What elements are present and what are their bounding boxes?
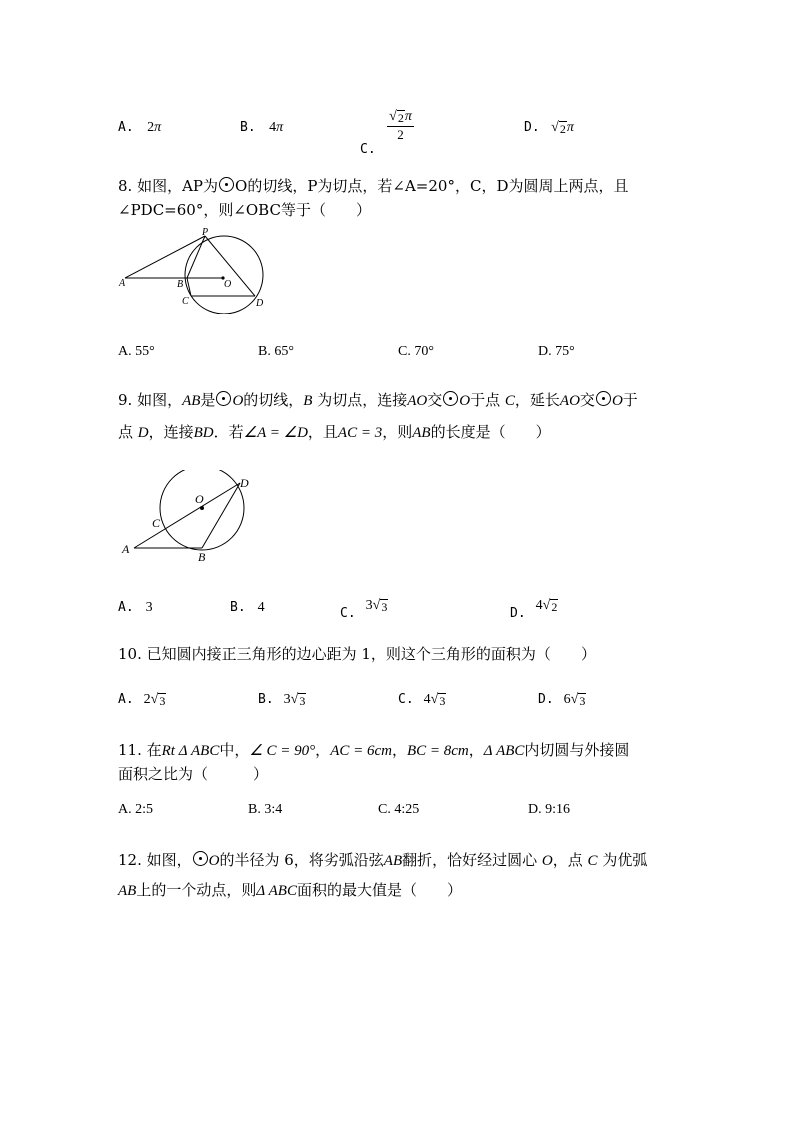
q9-option-b: B. 4 <box>230 600 265 615</box>
q9-option-c: C.3 √ 3 <box>340 598 388 621</box>
q7-option-d: D. √ 2 π <box>524 120 574 136</box>
q8-option-a: A. 55° <box>118 344 155 359</box>
circle-dot-icon <box>216 391 231 406</box>
q9-label-d: D <box>240 476 249 490</box>
q8-option-b: B. 65° <box>258 344 294 359</box>
q9-label-b: B <box>198 550 206 564</box>
q7-option-b: B. 4π <box>240 120 284 135</box>
q8-stem-line2: ∠PDC=60°，则∠OBC等于（ ） <box>118 201 371 219</box>
q8-figure <box>110 222 280 314</box>
q11-option-c: C. 4:25 <box>378 802 420 817</box>
circle-dot-icon <box>596 391 611 406</box>
q9-stem-line2: 点 D，连接BD．若∠A = ∠D，且AC = 3，则AB的长度是（ ） <box>118 423 551 441</box>
q9-chord-bd <box>202 483 240 548</box>
q11-stem-line1: 11. 在Rt Δ ABC中，∠ C = 90°，AC = 6cm，BC = 8cm，Δ ABC内切圆与外接圆 <box>118 741 630 759</box>
q9-stem-line1: 9. 如图，AB是 O的切线，B 为切点，连接AO交 O于点 C，延长AO交 O于 <box>118 391 638 409</box>
q7-option-c-fraction: √ 2 π 2 <box>389 109 412 142</box>
circle-dot-icon <box>219 177 234 192</box>
q8-circle <box>185 236 263 314</box>
q9-label-o: O <box>195 492 204 506</box>
q8-label-d: D <box>256 298 264 309</box>
circle-dot-icon <box>443 391 458 406</box>
q9-label-c: C <box>152 516 161 530</box>
q8-label-p: P <box>202 227 209 238</box>
circle-dot-icon <box>193 851 208 866</box>
q8-option-c: C. 70° <box>398 344 434 359</box>
q10-option-a: A. 2 √ 3 <box>118 692 166 708</box>
q8-label-a: A <box>119 278 126 289</box>
q7-option-c: C. √ 2 π 2 <box>360 109 412 157</box>
q9-center-dot <box>200 506 204 510</box>
q11-option-a: A. 2:5 <box>118 802 153 817</box>
q9-option-a: A. 3 <box>118 600 153 615</box>
q12-stem-line2: AB上的一个动点，则Δ ABC面积的最大值是（ ） <box>118 881 462 899</box>
q8-label-b: B <box>177 279 184 290</box>
q8-option-d: D. 75° <box>538 344 575 359</box>
q9-option-d: D.4 √ 2 <box>510 598 558 621</box>
q8-label-c: C <box>182 296 189 307</box>
q10-option-c: C. 4 √ 3 <box>398 692 446 708</box>
q10-option-d: D. 6 √ 3 <box>538 692 586 708</box>
q9-label-a: A <box>122 542 130 556</box>
q11-stem-line2: 面积之比为（ ） <box>118 765 269 783</box>
q7-option-a: A. 2π <box>118 120 162 135</box>
q8-tangent-ap <box>125 236 205 278</box>
q10-stem: 10. 已知圆内接正三角形的边心距为 1，则这个三角形的面积为（ ） <box>118 645 596 663</box>
q11-option-d: D. 9:16 <box>528 802 570 817</box>
q9-line-ad <box>134 483 240 548</box>
q8-label-o: O <box>224 279 232 290</box>
q8-stem-line1: 8. 如图，AP为 O的切线，P为切点，若∠A=20°，C，D为圆周上两点，且 <box>118 177 629 195</box>
q9-figure <box>112 470 262 566</box>
q12-stem-line1: 12. 如图， O的半径为 6，将劣弧沿弦AB翻折，恰好经过圆心 O，点 C 为优弧 <box>118 851 648 869</box>
q10-option-b: B. 3 √ 3 <box>258 692 306 708</box>
q11-option-b: B. 3:4 <box>248 802 283 817</box>
